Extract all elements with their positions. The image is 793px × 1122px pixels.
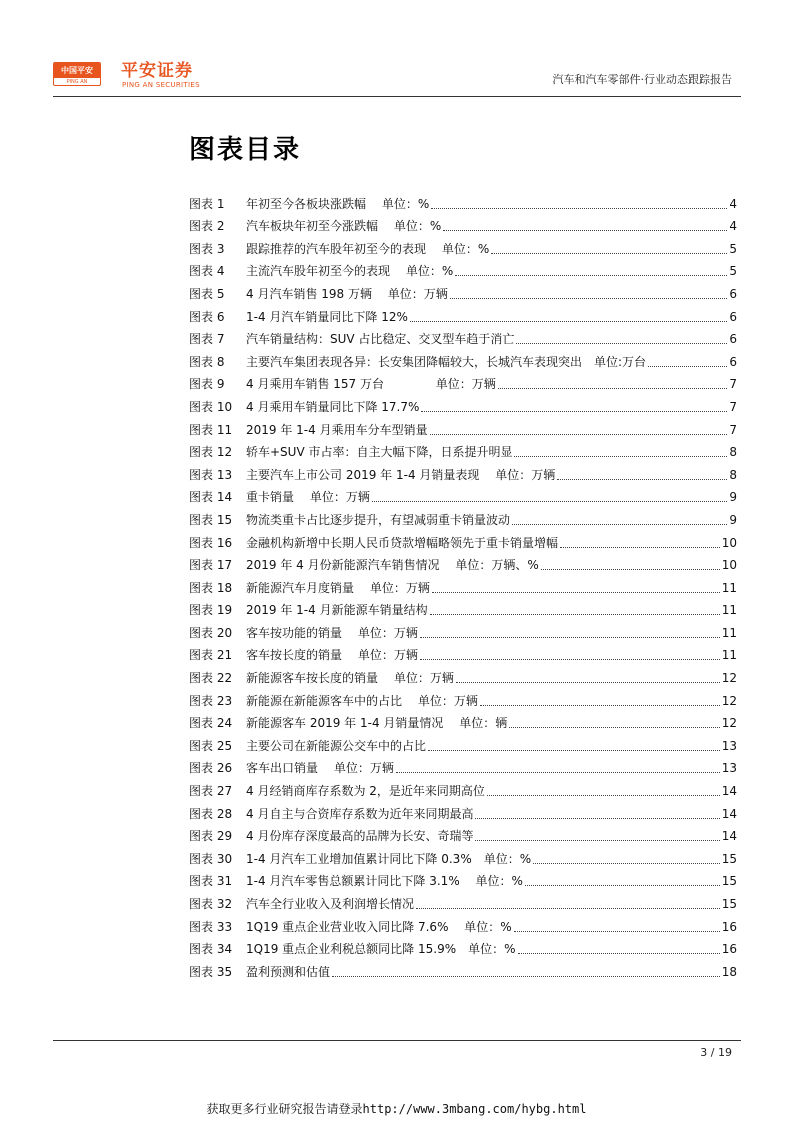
toc-entry-title: 物流类重卡占比逐步提升，有望减弱重卡销量波动 xyxy=(246,512,511,527)
toc-entry[interactable] xyxy=(189,754,737,777)
toc-entry-label: 图表 5 xyxy=(189,286,225,301)
toc-entry[interactable] xyxy=(189,957,737,980)
toc-entry-label: 图表 24 xyxy=(189,716,233,731)
toc-entry[interactable] xyxy=(189,822,737,845)
toc-entry[interactable] xyxy=(189,505,737,528)
toc-entry-page: 8 xyxy=(729,445,737,460)
promo-link[interactable]: http://www.3mbang.com/hybg.html xyxy=(362,1102,587,1116)
toc-entry-title: 2019 年 1-4 月乘用车分车型销量 xyxy=(246,422,428,437)
toc-entry[interactable] xyxy=(189,935,737,958)
toc-entry-page: 15 xyxy=(721,897,737,911)
toc-entry-title: 4 月自主与合资库存系数为近年来同期最高 xyxy=(246,806,474,821)
toc-entry-label: 图表 17 xyxy=(189,558,233,573)
toc-entry[interactable] xyxy=(189,844,737,867)
toc-entry-page: 7 xyxy=(729,422,737,437)
china-pingan-logo xyxy=(53,62,101,86)
toc-dot-leader xyxy=(410,320,727,322)
toc-dot-leader xyxy=(432,591,720,593)
toc-entry[interactable] xyxy=(189,528,737,551)
toc-entry-label: 图表 21 xyxy=(189,648,233,663)
toc-entry-label: 图表 7 xyxy=(189,332,225,347)
toc-entry-title: 新能源在新能源客车中的占比 单位：万辆 xyxy=(246,693,478,708)
toc-entry-title: 客车出口销量 单位：万辆 xyxy=(246,761,394,776)
toc-entry-label: 图表 18 xyxy=(189,580,233,595)
toc-dot-leader xyxy=(516,342,727,344)
footer-divider xyxy=(53,1040,741,1041)
toc-entry-page: 15 xyxy=(721,851,737,866)
toc-entry-title: 1Q19 重点企业营业收入同比降 7.6% 单位：% xyxy=(246,919,512,934)
toc-dot-leader xyxy=(475,817,719,819)
toc-entry[interactable] xyxy=(189,867,737,890)
toc-entry[interactable] xyxy=(189,573,737,596)
toc-entry-page: 8 xyxy=(729,467,737,482)
toc-dot-leader xyxy=(525,884,720,886)
report-type: 汽车和汽车零部件·行业动态跟踪报告 xyxy=(552,73,732,86)
toc-entry-page: 6 xyxy=(729,309,737,324)
toc-entry-page: 9 xyxy=(729,490,737,505)
toc-entry-label: 图表 4 xyxy=(189,264,225,279)
toc-entry-title: 主要公司在新能源公交车中的占比 xyxy=(246,738,427,753)
header-divider xyxy=(53,96,741,97)
toc-entry[interactable] xyxy=(189,686,737,709)
toc-dot-leader xyxy=(431,207,727,209)
toc-dot-leader xyxy=(487,794,720,796)
toc-dot-leader xyxy=(443,229,727,231)
toc-entry-page: 13 xyxy=(721,738,737,753)
toc-dot-leader xyxy=(648,365,727,367)
toc-dot-leader xyxy=(455,274,727,276)
toc-entry-label: 图表 13 xyxy=(189,467,233,482)
toc-entry-page: 7 xyxy=(729,399,737,414)
toc-dot-leader xyxy=(421,410,727,412)
toc-entry-label: 图表 33 xyxy=(189,919,233,934)
page-title: 图表目录 xyxy=(189,135,302,165)
toc-entry-label: 图表 19 xyxy=(189,603,233,618)
toc-dot-leader xyxy=(533,862,720,864)
toc-entry[interactable] xyxy=(189,776,737,799)
toc-entry-title: 盈利预测和估值 xyxy=(246,964,331,979)
toc-entry[interactable] xyxy=(189,415,737,438)
toc-entry-title: 金融机构新增中长期人民币贷款增幅略领先于重卡销量增幅 xyxy=(246,535,559,550)
toc-entry[interactable] xyxy=(189,438,737,461)
toc-entry-label: 图表 28 xyxy=(189,806,233,821)
toc-entry-page: 16 xyxy=(721,942,737,957)
toc-entry-page: 9 xyxy=(729,512,737,527)
toc-entry-label: 图表 34 xyxy=(189,942,233,957)
page-number: 3 / 19 xyxy=(700,1046,732,1059)
page-header xyxy=(0,0,793,98)
toc-entry-page: 4 xyxy=(729,196,737,211)
toc-dot-leader xyxy=(430,433,728,435)
toc-entry-page: 12 xyxy=(721,716,737,731)
toc-entry[interactable] xyxy=(189,279,737,302)
toc-entry-page: 7 xyxy=(729,377,737,392)
toc-entry-page: 5 xyxy=(729,241,737,256)
toc-entry-label: 图表 29 xyxy=(189,829,233,844)
logo-top-text: 中国平安 xyxy=(54,63,100,78)
toc-dot-leader xyxy=(514,455,727,457)
brand-name: 平安证券 xyxy=(121,61,193,81)
toc-entry-title: 1-4 月汽车零售总额累计同比下降 3.1% 单位：% xyxy=(246,874,523,889)
toc-entry[interactable] xyxy=(189,483,737,506)
toc-entry-title: 客车按长度的销量 单位：万辆 xyxy=(246,648,418,663)
toc-entry-title: 主要汽车集团表现各异：长安集团降幅较大，长城汽车表现突出 单位:万台 xyxy=(246,354,647,369)
toc-entry[interactable] xyxy=(189,392,737,415)
logo-bottom-text: PING AN xyxy=(66,79,88,85)
toc-entry-page: 14 xyxy=(721,806,737,821)
toc-entry-label: 图表 6 xyxy=(189,309,225,324)
toc-entry[interactable] xyxy=(189,302,737,325)
toc-entry-title: 汽车销量结构：SUV 占比稳定、交叉型车趋于消亡 xyxy=(246,332,515,347)
toc-dot-leader xyxy=(560,546,720,548)
toc-dot-leader xyxy=(512,523,727,525)
toc-entry-title: 年初至今各板块涨跌幅 单位：% xyxy=(246,196,430,211)
toc-entry[interactable] xyxy=(189,731,737,754)
toc-entry-title: 客车按功能的销量 单位：万辆 xyxy=(246,625,418,640)
toc-entry-label: 图表 27 xyxy=(189,784,233,799)
toc-entry[interactable] xyxy=(189,460,737,483)
toc-list xyxy=(189,189,737,980)
toc-entry-label: 图表 26 xyxy=(189,761,233,776)
toc-entry-page: 13 xyxy=(721,761,737,776)
toc-entry-title: 4 月份库存深度最高的品牌为长安、奇瑞等 xyxy=(246,829,474,844)
toc-entry-title: 1-4 月汽车销量同比下降 12% xyxy=(246,309,408,324)
toc-entry-page: 6 xyxy=(729,286,737,301)
toc-entry-title: 1-4 月汽车工业增加值累计同比下降 0.3% 单位：% xyxy=(246,851,532,866)
toc-entry-title: 4 月乘用车销量同比下降 17.7% xyxy=(246,399,420,414)
toc-entry-label: 图表 15 xyxy=(189,512,233,527)
toc-entry-title: 汽车全行业收入及利润增长情况 xyxy=(246,897,415,911)
toc-entry[interactable] xyxy=(189,912,737,935)
toc-entry-title: 跟踪推荐的汽车股年初至今的表现 单位：% xyxy=(246,241,490,256)
toc-entry-label: 图表 8 xyxy=(189,354,225,369)
toc-entry-label: 图表 2 xyxy=(189,219,225,234)
toc-entry-label: 图表 31 xyxy=(189,874,233,889)
toc-dot-leader xyxy=(416,907,720,909)
toc-entry-page: 14 xyxy=(721,784,737,799)
toc-entry-title: 2019 年 1-4 月新能源车销量结构 xyxy=(246,603,428,618)
toc-entry-title: 新能源客车 2019 年 1-4 月销量情况 单位：辆 xyxy=(246,716,508,731)
toc-entry[interactable] xyxy=(189,325,737,348)
toc-entry-page: 5 xyxy=(729,264,737,279)
toc-entry-page: 6 xyxy=(729,332,737,347)
toc-entry-title: 重卡销量 单位：万辆 xyxy=(246,490,370,505)
promo-text: 获取更多行业研究报告请登录 xyxy=(206,1102,363,1116)
toc-entry-page: 4 xyxy=(729,219,737,234)
toc-entry-label: 图表 10 xyxy=(189,399,233,414)
toc-entry-label: 图表 25 xyxy=(189,738,233,753)
toc-dot-leader xyxy=(498,387,728,389)
toc-entry-page: 11 xyxy=(721,603,737,618)
toc-entry[interactable] xyxy=(189,257,737,280)
toc-entry-page: 10 xyxy=(721,558,737,573)
toc-entry-page: 15 xyxy=(721,874,737,889)
toc-dot-leader xyxy=(450,297,728,299)
toc-entry[interactable] xyxy=(189,234,737,257)
toc-entry-label: 图表 1 xyxy=(189,196,225,211)
toc-entry[interactable] xyxy=(189,189,737,212)
toc-entry[interactable] xyxy=(189,799,737,822)
toc-dot-leader xyxy=(541,568,720,570)
toc-dot-leader xyxy=(420,636,720,638)
toc-entry-label: 图表 22 xyxy=(189,671,233,686)
toc-entry[interactable] xyxy=(189,347,737,370)
toc-entry-label: 图表 16 xyxy=(189,535,233,550)
toc-entry[interactable] xyxy=(189,709,737,732)
toc-entry-page: 12 xyxy=(721,671,737,686)
toc-entry-label: 图表 12 xyxy=(189,445,233,460)
toc-dot-leader xyxy=(430,613,720,615)
brand-subtitle: PING AN SECURITIES xyxy=(122,81,200,89)
toc-dot-leader xyxy=(491,252,727,254)
toc-entry-title: 新能源客车按长度的销量 单位：万辆 xyxy=(246,671,454,686)
toc-dot-leader xyxy=(475,839,719,841)
toc-dot-leader xyxy=(557,478,727,480)
toc-entry-page: 10 xyxy=(721,535,737,550)
toc-dot-leader xyxy=(509,726,720,728)
toc-entry-label: 图表 11 xyxy=(189,422,233,437)
toc-entry-title: 2019 年 4 月份新能源汽车销售情况 单位：万辆、% xyxy=(246,558,539,573)
toc-entry-page: 12 xyxy=(721,693,737,708)
toc-entry-title: 主流汽车股年初至今的表现 单位：% xyxy=(246,264,454,279)
toc-entry-page: 6 xyxy=(729,354,737,369)
toc-entry-title: 汽车板块年初至今涨跌幅 单位：% xyxy=(246,219,442,234)
toc-entry[interactable] xyxy=(189,663,737,686)
toc-entry-label: 图表 9 xyxy=(189,377,225,392)
toc-entry-label: 图表 30 xyxy=(189,851,233,866)
toc-dot-leader xyxy=(514,930,720,932)
toc-entry-page: 11 xyxy=(721,580,737,595)
toc-entry-page: 14 xyxy=(721,829,737,844)
toc-entry-label: 图表 20 xyxy=(189,625,233,640)
toc-dot-leader xyxy=(332,975,720,977)
toc-entry-page: 18 xyxy=(721,964,737,979)
toc-dot-leader xyxy=(428,749,720,751)
toc-entry-label: 图表 14 xyxy=(189,490,233,505)
toc-entry-page: 16 xyxy=(721,919,737,934)
toc-entry[interactable] xyxy=(189,551,737,574)
toc-entry-title: 新能源汽车月度销量 单位：万辆 xyxy=(246,580,430,595)
toc-dot-leader xyxy=(480,704,720,706)
toc-entry-title: 4 月乘用车销售 157 万台 单位：万辆 xyxy=(246,377,496,392)
toc-entry[interactable] xyxy=(189,889,737,912)
toc-entry-label: 图表 3 xyxy=(189,241,225,256)
toc-dot-leader xyxy=(518,952,720,954)
toc-dot-leader xyxy=(396,771,720,773)
toc-dot-leader xyxy=(420,658,720,660)
toc-entry[interactable] xyxy=(189,212,737,235)
toc-entry-label: 图表 23 xyxy=(189,693,233,708)
toc-entry-label: 图表 32 xyxy=(189,897,233,911)
toc-entry[interactable] xyxy=(189,641,737,664)
toc-entry[interactable] xyxy=(189,596,737,619)
toc-entry-page: 11 xyxy=(721,648,737,663)
toc-entry[interactable] xyxy=(189,618,737,641)
toc-entry-title: 1Q19 重点企业利税总额同比降 15.9% 单位：% xyxy=(246,942,516,957)
promo-line xyxy=(0,1101,793,1117)
toc-entry-title: 轿车+SUV 市占率：自主大幅下降，日系提升明显 xyxy=(246,445,513,460)
toc-entry-title: 4 月经销商库存系数为 2，是近年来同期高位 xyxy=(246,784,485,799)
toc-entry[interactable] xyxy=(189,370,737,393)
toc-entry-title: 主要汽车上市公司 2019 年 1-4 月销量表现 单位：万辆 xyxy=(246,467,556,482)
toc-entry-label: 图表 35 xyxy=(189,964,233,979)
toc-dot-leader xyxy=(456,681,720,683)
toc-entry-page: 11 xyxy=(721,625,737,640)
toc-dot-leader xyxy=(372,500,728,502)
toc-entry-title: 4 月汽车销售 198 万辆 单位：万辆 xyxy=(246,286,448,301)
